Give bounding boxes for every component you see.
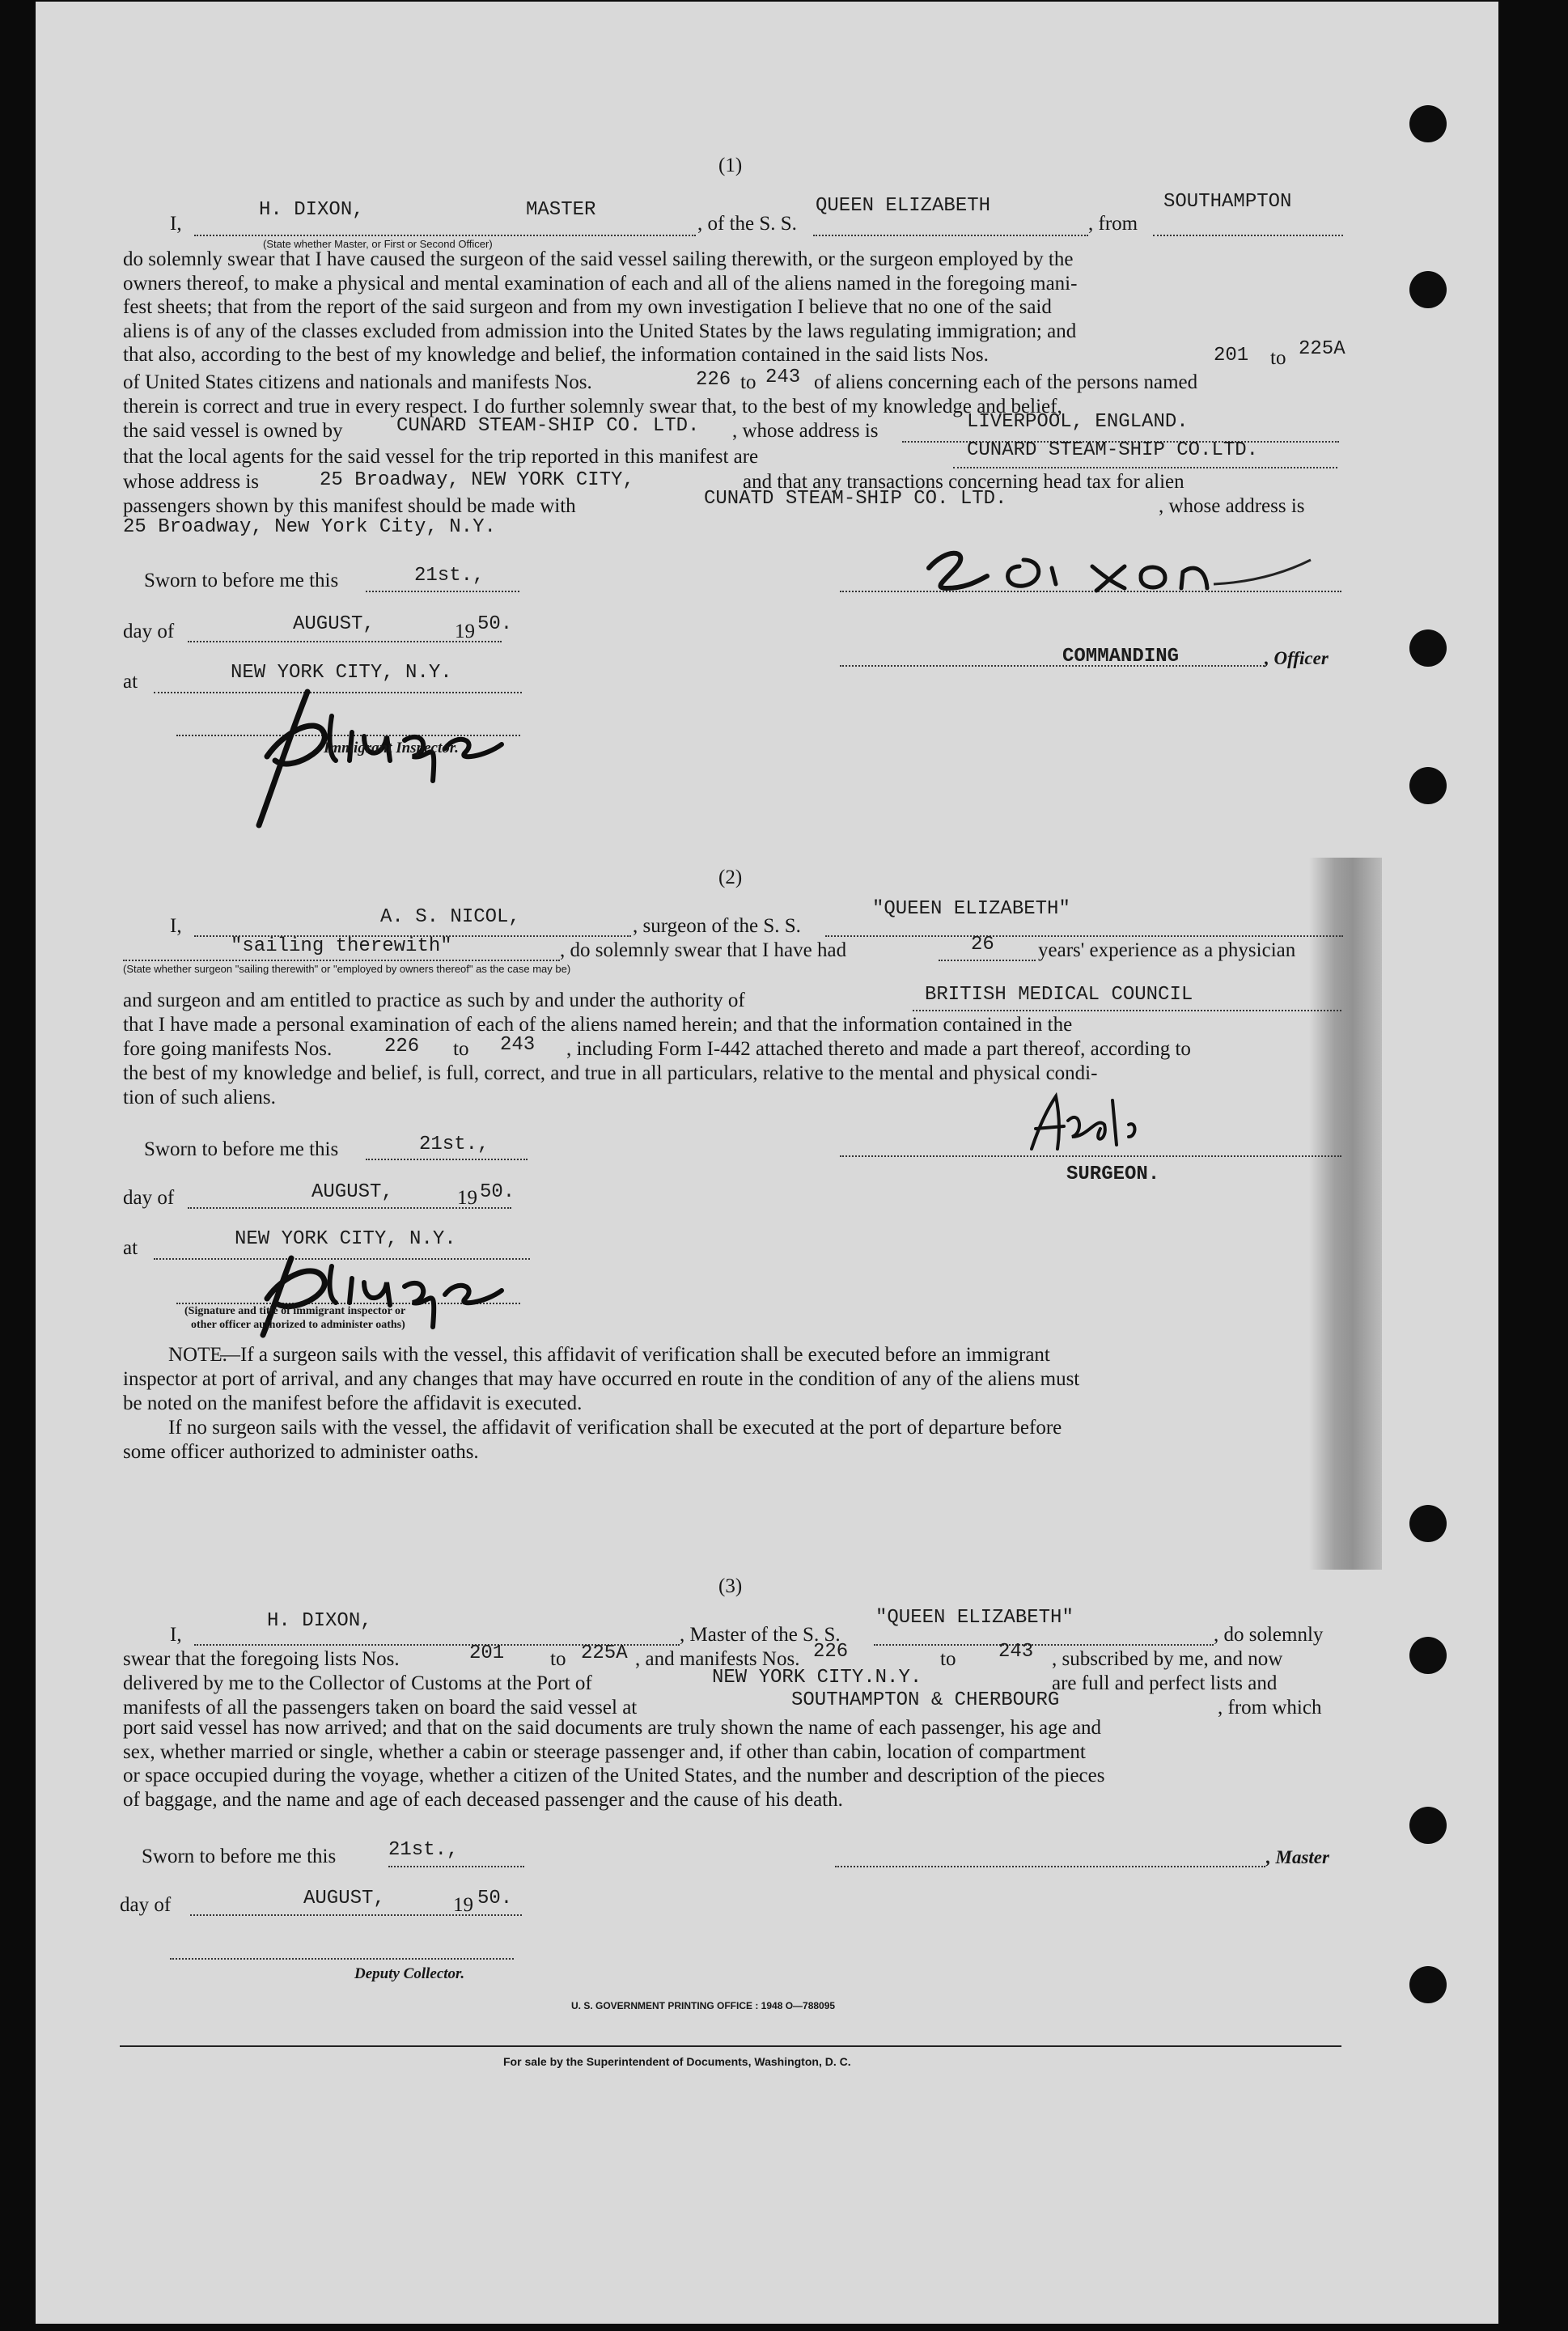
sworn-label: Sworn to before me this <box>144 1138 339 1160</box>
note-label: NOTE. <box>168 1344 227 1366</box>
vessel-owner: CUNARD STEAM-SHIP CO. LTD. <box>396 415 700 437</box>
master-of-label: , Master of the S. S. <box>680 1624 841 1646</box>
for-sale-line: For sale by the Superintendent of Documents, Washington, D. C. <box>503 2055 851 2068</box>
signature-line <box>840 665 1265 667</box>
label-to: to <box>740 371 756 393</box>
sworn-day: 21st., <box>414 565 485 587</box>
agents-prefix: that the local agents for the said vessel for the trip reported in this manifest are <box>123 446 759 468</box>
swear-text: , do solemnly swear that I have had <box>560 939 847 961</box>
scan-stain <box>1309 858 1382 1570</box>
inspector-caption: Immigrant Inspector. <box>324 740 459 757</box>
blank-line <box>939 960 1036 961</box>
sworn-year: 50. <box>477 613 513 635</box>
blank-line <box>813 235 1088 236</box>
manifests-label: , and manifests Nos. <box>635 1648 800 1670</box>
label-of-ss: , of the S. S. <box>697 213 797 235</box>
day-of-label: day of <box>123 621 175 642</box>
punch-hole <box>1409 1807 1447 1844</box>
sig-caption: (Signature and title of immigrant inspector or <box>184 1305 406 1317</box>
punch-hole <box>1409 271 1447 308</box>
punch-hole <box>1409 1637 1447 1674</box>
master-label: , Master <box>1266 1847 1329 1867</box>
sworn-year: 50. <box>477 1888 513 1909</box>
note-line: be noted on the manifest before the affidavit is executed. <box>123 1392 583 1414</box>
note-line: some officer authorized to administer oaths. <box>123 1441 479 1463</box>
fore-prefix: fore going manifests Nos. <box>123 1038 333 1060</box>
years-experience: 26 <box>971 934 994 956</box>
officer-rank: MASTER <box>526 199 596 221</box>
note-line: —If a surgeon sails with the vessel, this affidavit of verification shall be executed before an immigrant <box>220 1344 1050 1366</box>
sworn-label: Sworn to before me this <box>142 1846 337 1867</box>
headtax-address-suffix: , whose address is <box>1159 495 1305 517</box>
ship-name: "QUEEN ELIZABETH" <box>872 898 1070 920</box>
inspector-signature <box>243 684 566 833</box>
body-line: or space occupied during the voyage, whether a citizen of the United States, and the number and description of the pieces <box>123 1765 1105 1786</box>
body-line: of baggage, and the name and age of each deceased passenger and the cause of his death. <box>123 1788 843 1811</box>
manifests-to: 243 <box>500 1034 536 1056</box>
sworn-place: NEW YORK CITY, N.Y. <box>235 1228 456 1250</box>
blank-line <box>366 591 519 592</box>
best-line: the best of my knowledge and belief, is full, correct, and true in all particulars, relative to the mental and physical condi- <box>123 1062 1098 1084</box>
embarkation-ports: SOUTHAMPTON & CHERBOURG <box>791 1689 1060 1711</box>
lists-to: 225A <box>581 1642 628 1664</box>
signature-line <box>170 1958 514 1960</box>
sworn-day: 21st., <box>419 1134 489 1155</box>
year-prefix: 19 <box>457 1187 477 1209</box>
arrival-port: NEW YORK CITY.N.Y. <box>712 1667 922 1689</box>
manifests-to: 243 <box>765 367 801 388</box>
master-name: H. DIXON, <box>259 199 364 221</box>
at-label: at <box>123 1237 138 1259</box>
delivered-prefix: delivered by me to the Collector of Customs at the Port of <box>123 1672 592 1694</box>
section-number: (3) <box>718 1575 743 1597</box>
lists-from: 201 <box>1214 345 1249 367</box>
blank-line <box>913 1010 1341 1011</box>
sworn-label: Sworn to before me this <box>144 570 339 591</box>
officer-label: , Officer <box>1265 648 1329 668</box>
label-i: I, <box>170 1624 182 1646</box>
note-line: inspector at port of arrival, and any changes that may have occurred en route in the condition of any of the aliens must <box>123 1368 1080 1390</box>
body-line: fest sheets; that from the report of the said surgeon and from my own investigation I believe that no one of the said <box>123 296 1052 318</box>
surgeon-name: A. S. NICOL, <box>380 906 520 928</box>
ship-name: QUEEN ELIZABETH <box>816 195 991 217</box>
headtax-agent: CUNATD STEAM-SHIP CO. LTD. <box>704 488 1007 510</box>
label-to: to <box>1270 347 1286 369</box>
punch-hole <box>1409 1505 1447 1542</box>
master-name: H. DIXON, <box>267 1610 372 1632</box>
blank-line <box>123 960 560 961</box>
exam-line: that I have made a personal examination of each of the aliens named herein; and that the information contained in the <box>123 1014 1073 1036</box>
manifests-from: 226 <box>384 1036 420 1057</box>
sworn-place: NEW YORK CITY, N.Y. <box>231 662 452 684</box>
departure-port: SOUTHAMPTON <box>1163 191 1292 213</box>
blank-line <box>874 1644 1214 1646</box>
agents-address: 25 Broadway, NEW YORK CITY, <box>320 469 634 491</box>
blank-line <box>1153 235 1343 236</box>
day-of-label: day of <box>123 1187 175 1209</box>
label-to: to <box>550 1648 566 1670</box>
lists-from: 201 <box>469 1642 505 1664</box>
footer-rule <box>120 2045 1341 2047</box>
affidavit-1-body <box>123 248 1345 367</box>
punch-hole <box>1409 105 1447 142</box>
year-prefix: 19 <box>453 1894 473 1916</box>
sig-caption: other officer authorized to administer oaths) <box>191 1319 405 1331</box>
body-line: sex, whether married or single, whether a cabin or steerage passenger and, if other than cabin, location of compartment <box>123 1740 1086 1763</box>
agents-address-suffix: and that any transactions concerning head tax for alien <box>743 471 1184 493</box>
body-line: aliens is of any of the classes excluded from admission into the United States by the laws regulating immigration; and <box>123 320 1077 342</box>
correct-line: therein is correct and true in every respect. I do further solemnly swear that, to the best of my knowledge and belief, <box>123 396 1062 417</box>
surgeon-status: "sailing therewith" <box>231 935 452 957</box>
taken-suffix: , from which <box>1218 1697 1322 1719</box>
body-line: do solemnly swear that I have caused the surgeon of the said vessel sailing therewith, or the surgeon employed by the <box>123 248 1074 270</box>
authority-prefix: and surgeon and am entitled to practice as such by and under the authority of <box>123 990 745 1011</box>
agents-address-prefix: whose address is <box>123 471 260 493</box>
owned-prefix: the said vessel is owned by <box>123 420 343 442</box>
body-line: port said vessel has now arrived; and that on the said documents are truly shown the name of each passenger, his age and <box>123 1717 1102 1739</box>
surgeon-signature <box>1015 1084 1177 1157</box>
blank-line <box>194 235 696 236</box>
label-from: , from <box>1088 213 1138 235</box>
note-line: If no surgeon sails with the vessel, the affidavit of verification shall be executed at the port of departure before <box>168 1417 1062 1439</box>
section-number: (2) <box>718 867 743 888</box>
punch-hole <box>1409 629 1447 667</box>
punch-hole <box>1409 767 1447 804</box>
medical-authority: BRITISH MEDICAL COUNCIL <box>925 984 1193 1006</box>
commanding-title: COMMANDING <box>1062 646 1180 668</box>
rank-caption: (State whether Master, or First or Second Officer) <box>263 238 493 250</box>
label-address: , whose address is <box>732 420 879 442</box>
body-line: owners thereof, to make a physical and mental examination of each and all of the aliens named in the foregoing mani- <box>123 272 1078 295</box>
sworn-day: 21st., <box>388 1839 459 1861</box>
sworn-month: AUGUST, <box>311 1181 393 1203</box>
surgeon-of-label: , surgeon of the S. S. <box>633 915 801 937</box>
signature-line <box>835 1866 1265 1867</box>
taken-prefix: manifests of all the passengers taken on board the said vessel at <box>123 1697 638 1719</box>
headtax-address: 25 Broadway, New York City, N.Y. <box>123 516 496 538</box>
label-to: to <box>940 1648 956 1670</box>
subscribed-label: , subscribed by me, and now <box>1052 1648 1283 1670</box>
delivered-suffix: are full and perfect lists and <box>1052 1672 1278 1694</box>
punch-hole <box>1409 1966 1447 2003</box>
manifests-prefix: of United States citizens and nationals and manifests Nos. <box>123 371 592 393</box>
blank-line <box>825 935 1343 937</box>
day-of-label: day of <box>120 1894 172 1916</box>
owner-address: LIVERPOOL, ENGLAND. <box>967 411 1189 433</box>
solemnly-label: , do solemnly <box>1214 1624 1324 1646</box>
blank-line <box>388 1866 524 1867</box>
surgeon-caption: (State whether surgeon "sailing therewith" or "employed by owners thereof" as the case may be) <box>123 963 571 975</box>
swear-prefix: swear that the foregoing lists Nos. <box>123 1648 400 1670</box>
manifests-from: 226 <box>696 369 731 391</box>
blank-line <box>366 1159 528 1160</box>
years-suffix: years' experience as a physician <box>1038 939 1296 961</box>
label-i: I, <box>170 915 182 937</box>
sworn-month: AUGUST, <box>293 613 375 635</box>
label-to: to <box>453 1038 469 1060</box>
year-prefix: 19 <box>455 621 475 642</box>
manifests-suffix: of aliens concerning each of the persons named <box>814 371 1198 393</box>
at-label: at <box>123 671 138 693</box>
body-line: that also, according to the best of my knowledge and belief, the information contained in the said lists Nos. <box>123 344 989 366</box>
blank-line <box>953 467 1337 468</box>
tion-line: tion of such aliens. <box>123 1087 276 1108</box>
passengers-prefix: passengers shown by this manifest should be made with <box>123 495 576 517</box>
manifests-from: 226 <box>813 1641 849 1663</box>
section-number: (1) <box>718 155 743 176</box>
manifests-to: 243 <box>998 1641 1034 1663</box>
local-agents: CUNARD STEAM-SHIP CO.LTD. <box>967 439 1259 461</box>
lists-to: 225A <box>1299 338 1346 360</box>
affidavit-3-body <box>123 1716 1345 1812</box>
fore-suffix: , including Form I-442 attached thereto and made a part thereof, according to <box>566 1038 1191 1060</box>
sworn-month: AUGUST, <box>303 1888 385 1909</box>
gpo-line: U. S. GOVERNMENT PRINTING OFFICE : 1948 O—788095 <box>571 2000 836 2011</box>
deputy-caption: Deputy Collector. <box>354 1965 465 1982</box>
label-i: I, <box>170 213 182 235</box>
sworn-year: 50. <box>480 1181 515 1203</box>
master-signature <box>922 544 1327 600</box>
surgeon-title: SURGEON. <box>1066 1163 1160 1185</box>
ship-name: "QUEEN ELIZABETH" <box>875 1607 1074 1629</box>
